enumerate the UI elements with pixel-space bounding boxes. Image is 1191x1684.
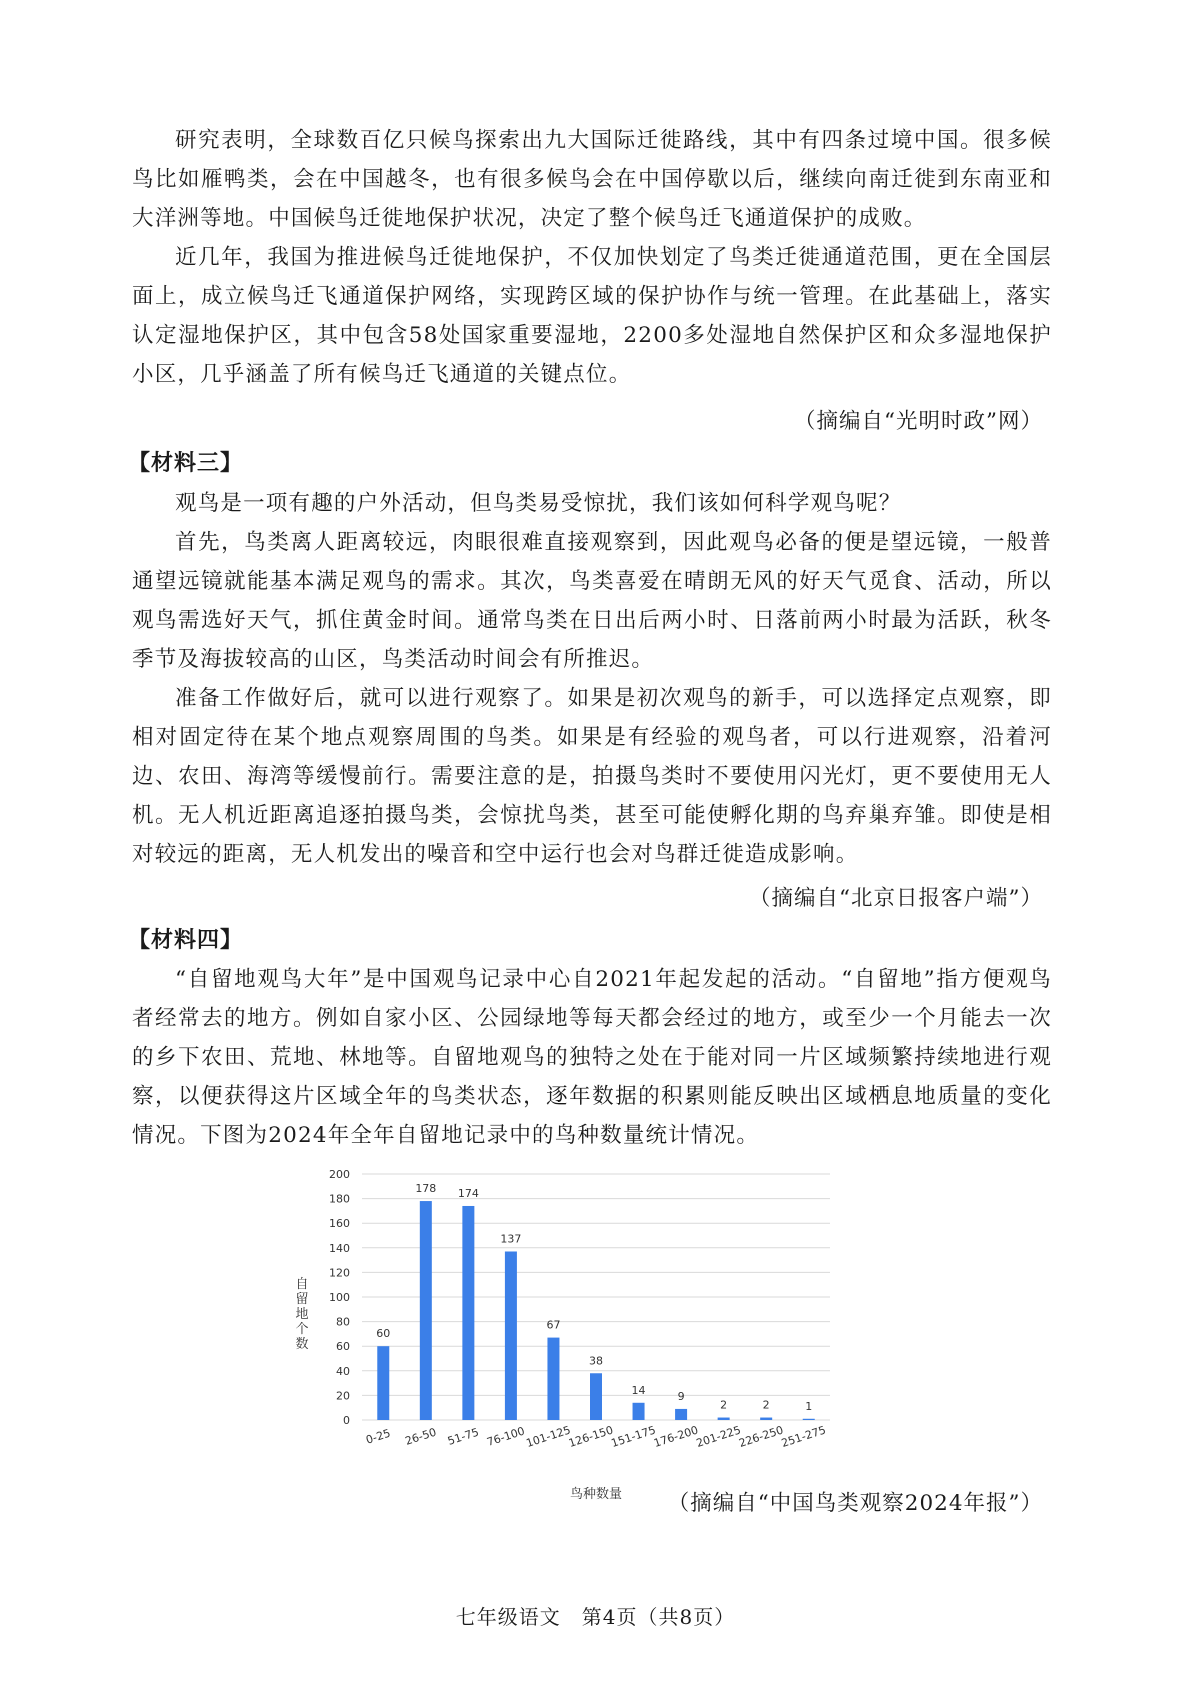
bar (675, 1409, 687, 1420)
y-axis-label: 地 (295, 1307, 309, 1322)
material4-heading: 【材料四】 (128, 928, 244, 953)
y-tick-label: 200 (329, 1168, 350, 1181)
x-tick-label: 101-125 (524, 1423, 573, 1450)
y-tick-label: 60 (336, 1340, 350, 1354)
bar (462, 1206, 474, 1420)
material4-text (132, 960, 1052, 1155)
x-tick-label: 151-175 (609, 1423, 658, 1450)
bar (803, 1419, 815, 1420)
x-tick-label: 176-200 (652, 1423, 700, 1450)
bar (760, 1418, 772, 1420)
bar (590, 1373, 602, 1420)
y-axis-label: 个 (295, 1322, 309, 1337)
x-tick-label: 76-100 (485, 1424, 527, 1449)
data-label: 2 (762, 1398, 770, 1412)
y-tick-label: 140 (329, 1241, 350, 1255)
bird-species-chart (295, 1160, 860, 1502)
material2-text (132, 121, 1052, 394)
data-label: 67 (546, 1318, 561, 1332)
paragraph: 首先，鸟类离人距离较远，肉眼很难直接观察到，因此观鸟必备的便是望远镜，一般普通望远镜就能基本满足观鸟的需求。其次，鸟类喜爱在晴朗无风的好天气觅食、活动，所以观鸟需选好天气，抓住黄金时间。通常鸟类在日出后两小时、日落前两小时最为活跃，秋冬季节及海拔较高的山区，鸟类活动时间会有所推迟。 (132, 530, 1052, 672)
bar (718, 1418, 730, 1420)
x-tick-label: 0-25 (364, 1426, 393, 1447)
y-tick-label: 20 (336, 1389, 350, 1403)
page-footer: 七年级语文 第4页（共8页） (455, 1605, 736, 1629)
paragraph: 近几年，我国为推进候鸟迁徙地保护，不仅加快划定了鸟类迁徙通道范围，更在全国层面上，成立候鸟迁飞通道保护网络，实现跨区域的保护协作与统一管理。在此基础上，落实认定湿地保护区，其中包含58处国家重要湿地，2200多处湿地自然保护区和众多湿地保护小区，几乎涵盖了所有候鸟迁飞通道的关键点位。 (132, 245, 1052, 387)
bar (505, 1251, 517, 1420)
y-tick-label: 180 (329, 1192, 350, 1206)
data-label: 1 (805, 1399, 813, 1413)
data-label: 137 (500, 1232, 522, 1246)
data-label: 174 (457, 1186, 479, 1200)
data-label: 2 (720, 1398, 728, 1412)
y-tick-label: 160 (329, 1217, 350, 1231)
paragraph: 研究表明，全球数百亿只候鸟探索出九大国际迁徙路线，其中有四条过境中国。很多候鸟比如雁鸭类，会在中国越冬，也有很多候鸟会在中国停歇以后，继续向南迁徙到东南亚和大洋洲等地。中国候鸟迁徙地保护状况，决定了整个候鸟迁飞通道保护的成败。 (132, 128, 1052, 231)
bar (377, 1346, 389, 1420)
material4-source: （摘编自“中国鸟类观察2024年报”） (667, 1491, 1043, 1516)
paragraph: 准备工作做好后，就可以进行观察了。如果是初次观鸟的新手，可以选择定点观察，即相对固定待在某个地点观察周围的鸟类。如果是有经验的观鸟者，可以行进观察，沿着河边、农田、海湾等缓慢前行。需要注意的是，拍摄鸟类时不要使用闪光灯，更不要使用无人机。无人机近距离追逐拍摄鸟类，会惊扰鸟类，甚至可能使孵化期的鸟弃巢弃雏。即使是相对较远的距离，无人机发出的噪音和空中运行也会对鸟群迁徙造成影响。 (132, 686, 1052, 867)
x-tick-label: 251-275 (779, 1423, 828, 1450)
data-label: 38 (589, 1354, 603, 1368)
bar (633, 1403, 645, 1420)
x-tick-label: 26-50 (403, 1425, 438, 1448)
material2-source: （摘编自“光明时政”网） (794, 409, 1043, 434)
data-label: 14 (631, 1383, 646, 1397)
bar (420, 1201, 432, 1420)
bar (547, 1338, 559, 1420)
x-axis-label: 鸟种数量 (569, 1487, 623, 1502)
material3-source: （摘编自“北京日报客户端”） (749, 886, 1043, 911)
x-tick-label: 51-75 (446, 1425, 481, 1448)
material3-text (132, 484, 1052, 874)
y-tick-label: 80 (336, 1315, 350, 1329)
y-tick-label: 0 (343, 1414, 350, 1427)
material3-heading: 【材料三】 (128, 451, 244, 476)
x-tick-label: 226-250 (737, 1423, 785, 1450)
paragraph: “自留地观鸟大年”是中国观鸟记录中心自2021年起发起的活动。“自留地”指方便观鸟者经常去的地方。例如自家小区、公园绿地等每天都会经过的地方，或至少一个月能去一次的乡下农田、荒地、林地等。自留地观鸟的独特之处在于能对同一片区域频繁持续地进行观察，以便获得这片区域全年的鸟类状态，逐年数据的积累则能反映出区域栖息地质量的变化情况。下图为2024年全年自留地记录中的鸟种数量统计情况。 (132, 967, 1052, 1148)
paragraph: 观鸟是一项有趣的户外活动，但鸟类易受惊扰，我们该如何科学观鸟呢？ (175, 491, 902, 516)
y-tick-label: 100 (329, 1291, 350, 1304)
y-axis-label: 数 (295, 1337, 309, 1352)
data-label: 9 (677, 1389, 685, 1403)
y-tick-label: 120 (329, 1266, 350, 1280)
x-tick-label: 201-225 (694, 1423, 743, 1450)
y-axis-label: 自 (295, 1277, 309, 1292)
y-axis-label: 留 (295, 1292, 309, 1307)
y-tick-label: 40 (336, 1364, 350, 1378)
data-label: 178 (415, 1182, 437, 1196)
data-label: 60 (376, 1327, 391, 1341)
x-tick-label: 126-150 (567, 1423, 615, 1450)
